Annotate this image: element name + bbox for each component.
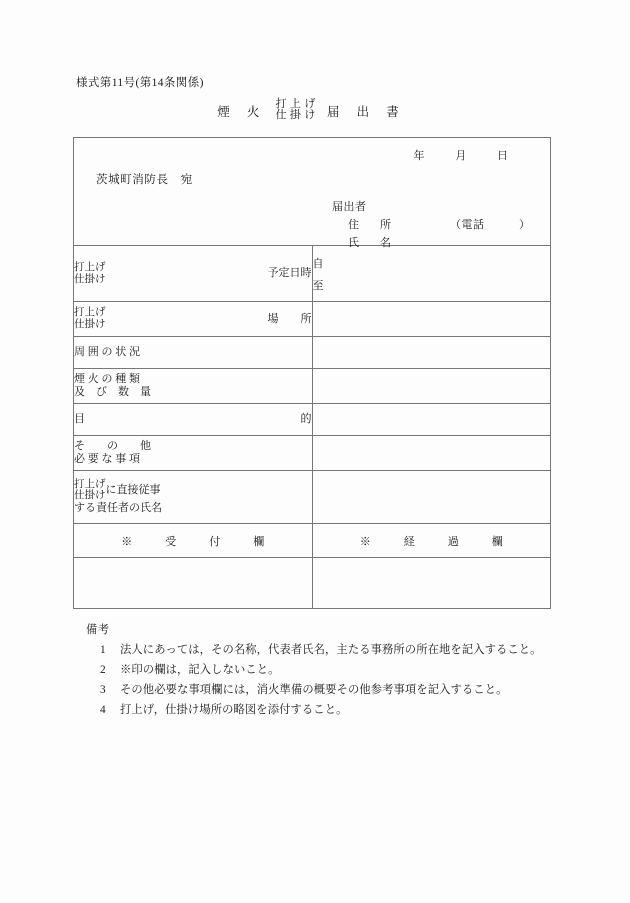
title-stack-top: 打上げ [275,98,319,110]
table-row-header [74,138,551,246]
label-stack-bottom: 仕掛け [74,319,106,330]
address-label: 住 所 [348,219,396,232]
value-kind-quantity[interactable] [312,369,551,404]
label-stack-top: 打上げ [74,307,106,319]
note-number: 1 [100,644,106,657]
table-row-surroundings [74,337,551,369]
label-other-matters [74,436,313,471]
name-label: 氏 名 [348,237,396,250]
table-row-place [74,302,551,337]
applicant-name-row [332,234,531,252]
label-place [74,302,313,337]
label-stack-top: 打上げ [74,261,106,273]
label-surroundings [74,337,313,369]
label-other-line2: 必 要 な 事 項 [74,453,140,465]
label-stack-launch-setpiece [74,262,106,286]
note-text: 法人にあっては，その名称，代表者氏名，主たる事務所の所在地を記入すること。 [120,644,542,657]
notification-form-table [73,137,551,609]
label-surroundings-text: 周 囲 の 状 況 [74,346,140,359]
table-row-official-values [74,558,551,609]
date-day-label: 日 [497,150,509,162]
applicant-block [332,198,531,252]
value-receipt[interactable] [74,558,313,609]
table-row-other-matters [74,436,551,471]
value-responsible-person[interactable] [312,471,551,524]
label-stack-bottom: 仕掛け [74,273,106,285]
applicant-address-row [332,216,531,234]
title-stacked-pair [273,99,327,122]
label-kind-line1: 煙 火 の 種 類 [74,373,140,386]
label-receipt-column [74,524,313,558]
to-marker: 至 [312,280,324,292]
label-progress-column [312,524,551,558]
note-item [86,660,542,680]
label-person-line2: する責任者の氏名 [74,502,162,515]
value-progress[interactable] [312,558,551,609]
note-text: ※印の欄は，記入しないこと。 [120,664,280,677]
value-place[interactable] [312,302,551,337]
applicant-title: 届出者 [332,201,367,213]
note-item [86,680,542,700]
value-purpose[interactable] [312,404,551,436]
label-kind-quantity [74,369,313,404]
label-purpose-left: 目 [74,413,85,426]
label-datetime-text: 予定日時 [267,267,312,280]
table-row-kind-quantity [74,369,551,404]
table-row-official-headers [74,524,551,558]
table-row-responsible-person [74,471,551,524]
label-other-line1: そ の 他 [74,440,151,453]
label-stack-top: 打上げ [74,478,106,490]
label-stack-launch-setpiece [74,479,106,503]
note-number: 3 [100,684,106,697]
notes-section [86,620,542,720]
from-marker: 自 [312,258,324,270]
title-trail: 届 出 書 [326,105,406,120]
label-receipt-text: ※ 受 付 欄 [121,535,276,548]
note-number: 4 [100,704,106,717]
form-number: 様式第11号(第14条関係) [76,77,204,89]
note-number: 2 [100,664,106,677]
note-item [86,640,542,660]
title-lead: 煙 火 [217,105,267,120]
label-stack-bottom: 仕掛け [74,490,106,502]
date-month-label: 月 [455,150,468,162]
table-row-datetime [74,246,551,302]
label-purpose [74,404,313,436]
value-surroundings[interactable] [312,337,551,369]
label-kind-line2: 及 び 数 量 [74,386,151,398]
telephone-label: （電話 ） [450,219,531,232]
note-text: その他必要な事項欄には，消火準備の概要その他参考事項を記入すること。 [120,684,508,697]
value-scheduled-datetime[interactable] [312,246,551,302]
label-stack-launch-setpiece [74,307,106,331]
label-progress-text: ※ 経 過 欄 [359,535,514,548]
addressee: 茨城町消防長 宛 [96,174,193,186]
table-row-purpose [74,404,551,436]
label-person-text: に直接従事 [105,483,161,496]
label-responsible-person [74,471,313,524]
label-purpose-right: 的 [300,413,312,426]
notes-title: 備考 [86,624,110,636]
header-cell [74,138,551,250]
note-item [86,700,542,720]
value-other-matters[interactable] [312,436,551,471]
document-title [0,100,630,123]
date-year-label: 年 [413,150,426,162]
label-scheduled-datetime [74,246,313,302]
note-text: 打上げ，仕掛け場所の略図を添付すること。 [120,704,348,717]
date-line [401,147,523,163]
label-place-text: 場 所 [267,312,312,325]
title-stack-bottom: 仕掛け [275,109,319,122]
